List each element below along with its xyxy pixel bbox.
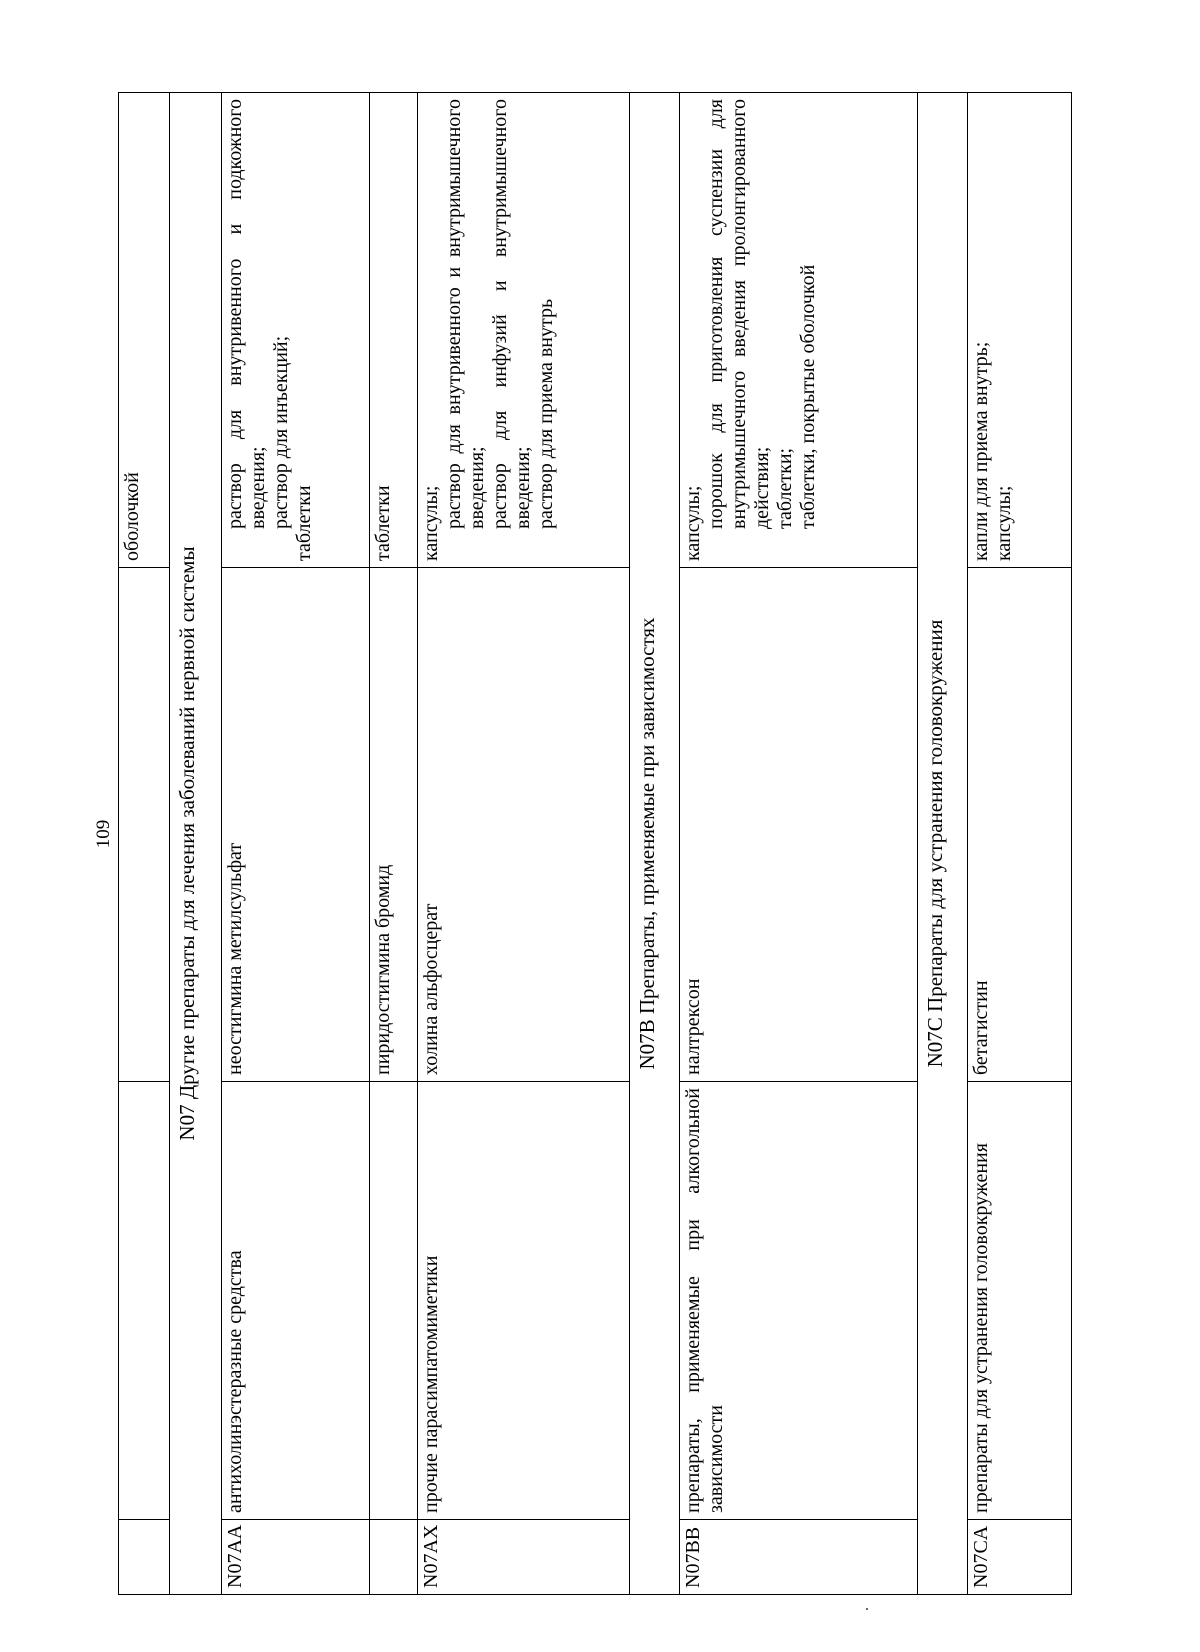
form-line: капли для приема внутрь; [970,341,992,561]
form-line: порошок для приготовления суспензии для внутримышечного введения пролонгированного действия; [705,99,773,529]
form-line: таблетки, покрытые оболочкой [797,264,819,529]
code-cell: N07BB [680,1520,918,1595]
group-cell [119,1082,170,1520]
form-cell [680,93,918,568]
section-row [170,93,222,1595]
scan-speck [866,1608,868,1610]
table-row [680,93,918,1595]
table-row [418,93,630,1595]
code-cell: N07AX [418,1520,630,1595]
form-line: раствор для внутривенного и подкожного введения; [224,99,269,529]
form-line: раствор для внутривенного и внутримышечного введения; [443,99,488,529]
group-cell: препараты, применяемые при алкогольной зависимости [680,1082,918,1520]
drug-cell: неостигмина метилсульфат [222,568,370,1082]
section-row [630,93,680,1595]
form-line: раствор для инъекций; [270,335,292,529]
table-row [370,93,418,1595]
form-line: раствор для инфузий и внутримышечного введения; [489,99,534,529]
drug-list-table [118,92,1072,1595]
group-cell: препараты для устранения головокружения [968,1082,1072,1520]
form-line: таблетки [293,485,315,561]
group-cell: антихолинэстеразные средства [222,1082,370,1520]
rotated-table-wrapper [118,92,1072,1595]
section-heading-n07b: N07B Препараты, применяемые при зависимостях [630,93,680,1595]
drug-cell: налтрексон [680,568,918,1082]
drug-cell [119,568,170,1082]
drug-cell: бетагистин [968,568,1072,1082]
group-cell: прочие парасимпатомиметики [418,1082,630,1520]
table-row [222,93,370,1595]
form-cell: оболочкой [119,93,170,568]
form-cell [968,93,1072,568]
section-row [918,93,968,1595]
code-cell [119,1520,170,1595]
form-line: таблетки; [774,447,796,529]
form-line: капсулы; [682,485,704,561]
form-cell [418,93,630,568]
group-cell [370,1082,418,1520]
section-heading-n07c: N07C Препараты для устранения головокружения [918,93,968,1595]
page-number: 109 [93,819,114,849]
form-line: капсулы; [993,485,1015,561]
code-cell: N07CA [968,1520,1072,1595]
code-cell [370,1520,418,1595]
table-row [119,93,170,1595]
form-line: раствор для приема внутрь [535,298,557,529]
code-cell: N07AA [222,1520,370,1595]
form-cell [222,93,370,568]
form-cell: таблетки [370,93,418,568]
section-heading-n07: N07 Другие препараты для лечения заболеваний нервной системы [170,93,222,1595]
drug-cell: холина альфосцерат [418,568,630,1082]
table-row [968,93,1072,1595]
drug-cell: пиридостигмина бромид [370,568,418,1082]
form-line: капсулы; [420,485,442,561]
